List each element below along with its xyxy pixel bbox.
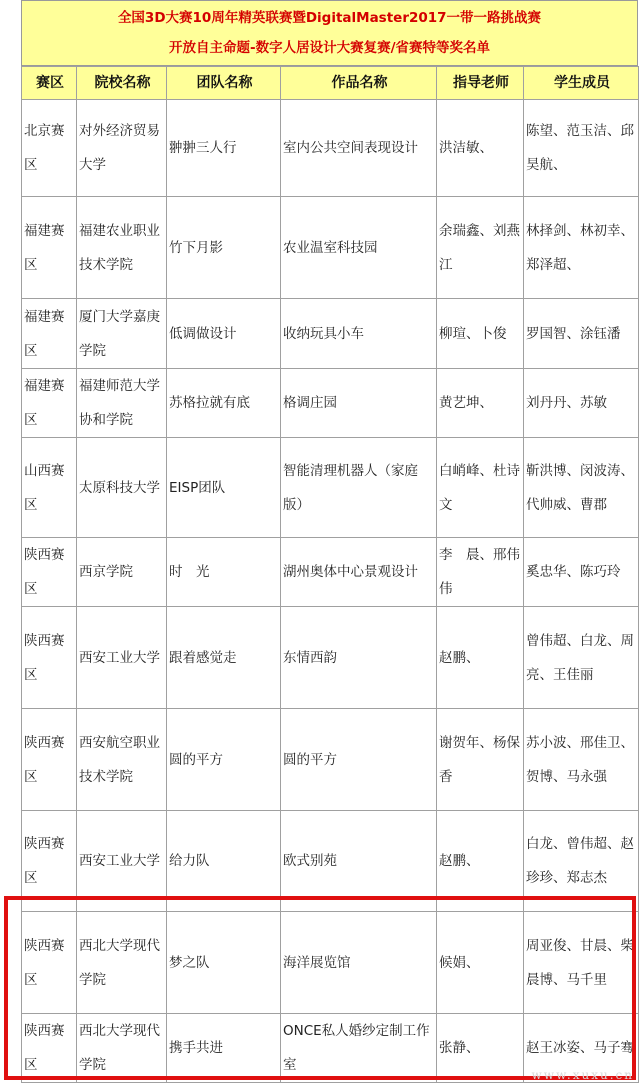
table-row <box>22 709 639 811</box>
cell-advisor: 赵鹏、 <box>437 811 524 912</box>
col-header-team: 团队名称 <box>167 67 281 100</box>
title-line-1: 全国3D大赛10周年精英联赛暨DigitalMaster2017一带一路挑战赛 <box>117 10 542 26</box>
award-table <box>21 66 639 1083</box>
cell-region: 福建赛区 <box>22 197 77 299</box>
cell-advisor: 候娟、 <box>437 912 524 1014</box>
cell-team: 梦之队 <box>167 912 281 1014</box>
cell-school: 西北大学现代学院 <box>77 1014 167 1083</box>
cell-school: 福建师范大学协和学院 <box>77 369 167 438</box>
cell-work: 智能清理机器人（家庭版） <box>281 438 437 538</box>
cell-work: 欧式别苑 <box>281 811 437 912</box>
table-row <box>22 369 639 438</box>
cell-school: 西京学院 <box>77 538 167 607</box>
col-header-region: 赛区 <box>22 67 77 100</box>
cell-work: 农业温室科技园 <box>281 197 437 299</box>
table-row <box>22 438 639 538</box>
cell-region: 陕西赛区 <box>22 538 77 607</box>
title-line-2: 开放自主命题-数字人居设计大赛复赛/省赛特等奖名单 <box>168 40 491 56</box>
table-row <box>22 299 639 369</box>
cell-students: 白龙、曾伟超、赵珍珍、郑志杰 <box>524 811 639 912</box>
cell-team: 翀翀三人行 <box>167 100 281 197</box>
table-row <box>22 197 639 299</box>
cell-students: 罗国智、涂钰潘 <box>524 299 639 369</box>
col-header-work: 作品名称 <box>281 67 437 100</box>
cell-team: EISP团队 <box>167 438 281 538</box>
table-header-row <box>22 67 639 100</box>
cell-region: 福建赛区 <box>22 299 77 369</box>
cell-students: 奚忠华、陈巧玲 <box>524 538 639 607</box>
cell-advisor: 白峭峰、杜诗文 <box>437 438 524 538</box>
cell-work: 收纳玩具小车 <box>281 299 437 369</box>
table-title-block <box>21 0 638 66</box>
table-row <box>22 811 639 912</box>
cell-team: 圆的平方 <box>167 709 281 811</box>
watermark: www.xuxu.cn <box>531 1068 634 1082</box>
cell-team: 携手共进 <box>167 1014 281 1083</box>
cell-region: 陕西赛区 <box>22 607 77 709</box>
cell-school: 对外经济贸易大学 <box>77 100 167 197</box>
cell-advisor: 柳瑄、卜俊 <box>437 299 524 369</box>
cell-advisor: 李 晨、邢伟伟 <box>437 538 524 607</box>
cell-team: 竹下月影 <box>167 197 281 299</box>
cell-advisor: 黄艺坤、 <box>437 369 524 438</box>
cell-students: 林择剑、林初幸、郑泽超、 <box>524 197 639 299</box>
table-row <box>22 912 639 1014</box>
cell-advisor: 余瑞鑫、刘燕江 <box>437 197 524 299</box>
cell-students: 靳洪博、闵波涛、代帅威、曹郡 <box>524 438 639 538</box>
cell-work: 湖州奥体中心景观设计 <box>281 538 437 607</box>
cell-team: 跟着感觉走 <box>167 607 281 709</box>
cell-work: 东情西韵 <box>281 607 437 709</box>
cell-work: 格调庄园 <box>281 369 437 438</box>
cell-students: 苏小波、邢佳卫、贺博、马永强 <box>524 709 639 811</box>
cell-students: 刘丹丹、苏敏 <box>524 369 639 438</box>
cell-work: 海洋展览馆 <box>281 912 437 1014</box>
cell-work: ONCE私人婚纱定制工作室 <box>281 1014 437 1083</box>
cell-team: 时 光 <box>167 538 281 607</box>
cell-advisor: 洪洁敏、 <box>437 100 524 197</box>
cell-students: 陈望、范玉洁、邱昊航、 <box>524 100 639 197</box>
cell-school: 西安航空职业技术学院 <box>77 709 167 811</box>
cell-region: 陕西赛区 <box>22 1014 77 1083</box>
col-header-school: 院校名称 <box>77 67 167 100</box>
table-row <box>22 100 639 197</box>
cell-school: 厦门大学嘉庚学院 <box>77 299 167 369</box>
cell-school: 福建农业职业技术学院 <box>77 197 167 299</box>
cell-work: 圆的平方 <box>281 709 437 811</box>
cell-region: 陕西赛区 <box>22 811 77 912</box>
cell-school: 太原科技大学 <box>77 438 167 538</box>
cell-work: 室内公共空间表现设计 <box>281 100 437 197</box>
cell-school: 西北大学现代学院 <box>77 912 167 1014</box>
cell-students: 赵王冰姿、马子骞 <box>524 1014 639 1083</box>
cell-students: 周亚俊、甘晨、柴晨博、马千里 <box>524 912 639 1014</box>
cell-team: 苏格拉就有底 <box>167 369 281 438</box>
cell-team: 低调做设计 <box>167 299 281 369</box>
table-row <box>22 538 639 607</box>
cell-school: 西安工业大学 <box>77 811 167 912</box>
cell-advisor: 赵鹏、 <box>437 607 524 709</box>
cell-advisor: 谢贺年、杨保香 <box>437 709 524 811</box>
table-row <box>22 607 639 709</box>
cell-region: 福建赛区 <box>22 369 77 438</box>
col-header-students: 学生成员 <box>524 67 639 100</box>
cell-team: 给力队 <box>167 811 281 912</box>
cell-region: 陕西赛区 <box>22 709 77 811</box>
cell-advisor: 张静、 <box>437 1014 524 1083</box>
cell-region: 山西赛区 <box>22 438 77 538</box>
cell-region: 陕西赛区 <box>22 912 77 1014</box>
cell-region: 北京赛区 <box>22 100 77 197</box>
col-header-advisor: 指导老师 <box>437 67 524 100</box>
cell-school: 西安工业大学 <box>77 607 167 709</box>
cell-students: 曾伟超、白龙、周亮、王佳丽 <box>524 607 639 709</box>
